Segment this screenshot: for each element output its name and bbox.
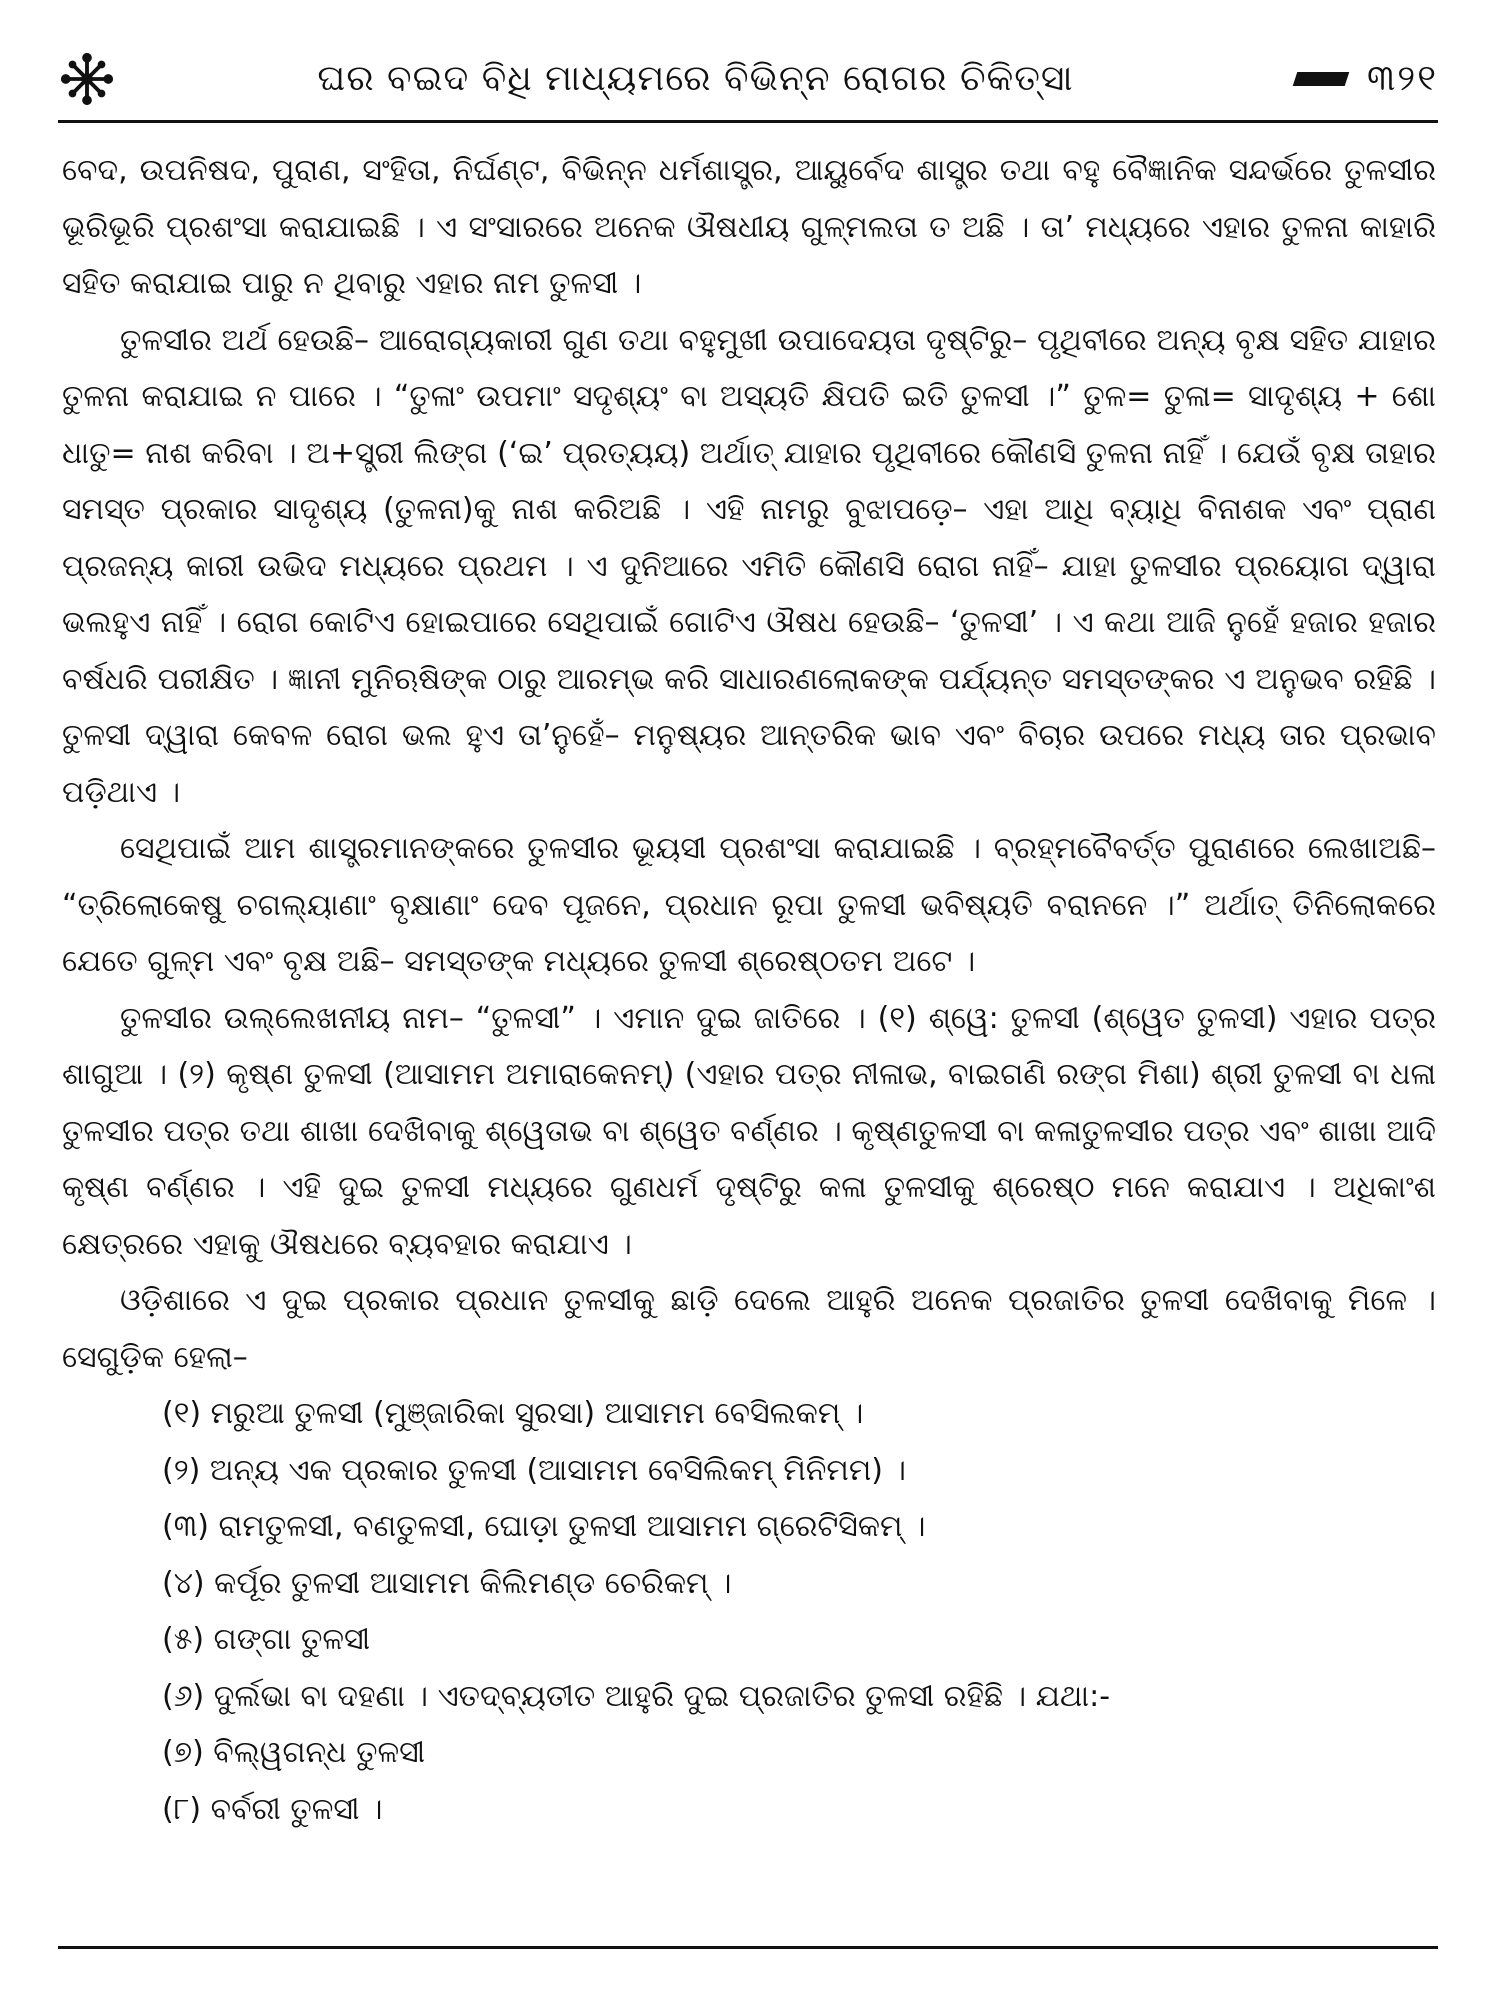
page-number-area xyxy=(1295,54,1438,104)
list-item: (୫) ଗଙ୍ଗା ତୁଳସୀ xyxy=(162,1622,371,1657)
body-text xyxy=(62,143,1436,1838)
footer-rule xyxy=(58,1946,1438,1949)
paragraph-1: ବେଦ, ଉପନିଷଦ, ପୁରାଣ, ସଂହିତା, ନିର୍ଘଣ୍ଟ, ବିଭିନ୍ନ ଧର୍ମଶାସ୍ତ୍ର, ଆୟୁର୍ବେଦ ଶାସ୍ତ୍ର ତଥା ବହୁ ବୈଜ୍ଞାନିକ ସନ୍ଦର୍ଭରେ ତୁଳସୀର ଭୂରିଭୂରି ପ୍ରଶଂସା କରାଯାଇଛି । ଏ ସଂସାରରେ ଅନେକ ଔଷଧୀୟ ଗୁଳ୍ମଲତା ତ ଅଛି । ତା’ ମଧ୍ୟରେ ଏହାର ତୁଳନା କାହାରି ସହିତ କରାଯାଇ ପାରୁ ନ ଥିବାରୁ ଏହାର ନାମ ତୁଳସୀ । xyxy=(62,153,1436,301)
tulsi-varieties-list xyxy=(62,1386,1436,1838)
list-item: (୨) ଅନ୍ୟ ଏକ ପ୍ରକାର ତୁଳସୀ (ଆସାମମ ବେସିଲିକମ୍ ମିନିମମ) । xyxy=(162,1452,907,1488)
paragraph-2: ତୁଳସୀର ଅର୍ଥ ହେଉଛି– ଆରୋଗ୍ୟକାରୀ ଗୁଣ ତଥା ବହୁମୁଖୀ ଉପାଦେୟତା ଦୃଷ୍ଟିରୁ– ପୃଥିବୀରେ ଅନ୍ୟ ବୃକ୍ଷ ସହିତ ଯାହାର ତୁଳନା କରାଯାଇ ନ ପାରେ । “ତୁଳାଂ ଉପମାଂ ସଦୃଶ୍ୟଂ ବା ଅସ୍ୟତି କ୍ଷିପତି ଇତି ତୁଳସୀ ।” ତୁଳ= ତୁଳା= ସାଦୃଶ୍ୟ + ଶୋ ଧାତୁ= ନାଶ କରିବା । ଅ+ସ୍ତ୍ରୀ ଲିଙ୍ଗ (‘ଇ’ ପ୍ରତ୍ୟୟ) ଅର୍ଥାତ୍ ଯାହାର ପୃଥିବୀରେ କୌଣସି ତୁଳନା ନାହିଁ । ଯେଉଁ ବୃକ୍ଷ ତାହାର ସମସ୍ତ ପ୍ରକାର ସାଦୃଶ୍ୟ (ତୁଳନା)କୁ ନାଶ କରିଅଛି । ଏହି ନାମରୁ ବୁଝାପଡ଼େ– ଏହା ଆଧି ବ୍ୟାଧି ବିନାଶକ ଏବଂ ପ୍ରାଣ ପ୍ରଜନ୍ୟ କାରୀ ଉଭିଦ ମଧ୍ୟରେ ପ୍ରଥମ । ଏ ଦୁନିଆରେ ଏମିତି କୌଣସି ରୋଗ ନାହିଁ– ଯାହା ତୁଳସୀର ପ୍ରୟୋଗ ଦ୍ୱାରା ଭଲହୁଏ ନାହିଁ । ରୋଗ କୋଟିଏ ହୋଇପାରେ ସେଥିପାଇଁ ଗୋଟିଏ ଔଷଧ ହେଉଛି– ‘ତୁଳସୀ’ । ଏ କଥା ଆଜି ନୁହେଁ ହଜାର ହଜାର ବର୍ଷଧରି ପରୀକ୍ଷିତ । ଜ୍ଞାନୀ ମୁନିଋଷିଙ୍କ ଠାରୁ ଆରମ୍ଭ କରି ସାଧାରଣଲୋକଙ୍କ ପର୍ଯ୍ୟନ୍ତ ସମସ୍ତଙ୍କର ଏ ଅନୁଭବ ରହିଛି । ତୁଳସୀ ଦ୍ୱାରା କେବଳ ରୋଗ ଭଲ ହୁଏ ତା’ନୁହେଁ– ମନୁଷ୍ୟର ଆନ୍ତରିକ ଭାବ ଏବଂ ବିଚାର ଉପରେ ମଧ୍ୟ ତାର ପ୍ରଭାବ ପଡ଼ିଥାଏ । xyxy=(62,322,1436,810)
list-item: (୮) ବର୍ବରୀ ତୁଳସୀ । xyxy=(162,1791,383,1827)
list-item: (୧) ମରୁଆ ତୁଳସୀ (ମୁଞ୍ଜାରିକା ସୁରସା) ଆସାମମ ବେସିଲକମ୍ । xyxy=(162,1396,864,1431)
page-number-bar-mark xyxy=(1293,72,1350,86)
list-item: (୪) କର୍ପୂର ତୁଳସୀ ଆସାମମ କିଲିମଣ୍ଡ ଚେରିକମ୍ । xyxy=(162,1565,732,1601)
paragraph-4: ତୁଳସୀର ଉଲ୍ଲେଖନୀୟ ନାମ– “ତୁଳସୀ” । ଏମାନ ଦୁଇ ଜାତିରେ । (୧) ଶ୍ୱେ: ତୁଳସୀ (ଶ୍ୱେତ ତୁଳସୀ) ଏହାର ପତ୍ର ଶାଗୁଆ । (୨) କୃଷ୍ଣ ତୁଳସୀ (ଆସାମମ ଅମାରାକେନମ୍) (ଏହାର ପତ୍ର ନୀଳାଭ, ବାଇଗଣି ରଙ୍ଗ ମିଶା) ଶ୍ରୀ ତୁଳସୀ ବା ଧଳା ତୁଳସୀର ପତ୍ର ତଥା ଶାଖା ଦେଖିବାକୁ ଶ୍ୱେତାଭ ବା ଶ୍ୱେତ ବର୍ଣ୍ଣର । କୃଷ୍ଣତୁଳସୀ ବା କଳାତୁଳସୀର ପତ୍ର ଏବଂ ଶାଖା ଆଦି କୃଷ୍ଣ ବର୍ଣ୍ଣର । ଏହି ଦୁଇ ତୁଳସୀ ମଧ୍ୟରେ ଗୁଣଧର୍ମ ଦୃଷ୍ଟିରୁ କଳା ତୁଳସୀକୁ ଶ୍ରେଷ୍ଠ ମନେ କରାଯାଏ । ଅଧିକାଂଶ କ୍ଷେତ୍ରରେ ଏହାକୁ ଔଷଧରେ ବ୍ୟବହାର କରାଯାଏ । xyxy=(62,1000,1436,1262)
list-item: (୩) ରାମତୁଳସୀ, ବଣତୁଳସୀ, ଘୋଡ଼ା ତୁଳସୀ ଆସାମମ ଗ୍ରେଟିସିକମ୍ । xyxy=(162,1509,926,1544)
tulsi-leaf-ornament-icon xyxy=(58,50,116,108)
list-item: (୭) ବିଲ୍ୱଗନ୍ଧ ତୁଳସୀ xyxy=(162,1735,426,1770)
running-title: ଘର ବଇଦ ବିଧି ମାଧ୍ୟମରେ ବିଭିନ୍ନ ରୋଗର ଚିକିତ୍ସା xyxy=(317,58,1074,99)
page-number: ୩୨୧ xyxy=(1367,58,1438,99)
list-item: (୬) ଦୁର୍ଲଭା ବା ଦହଣା । ଏତଦ୍‌ବ୍ୟତୀତ ଆହୁରି ଦୁଇ ପ୍ରଜାତିର ତୁଳସୀ ରହିଛି । ଯଥା:- xyxy=(162,1678,1111,1714)
paragraph-3: ସେଥିପାଇଁ ଆମ ଶାସ୍ତ୍ରମାନଙ୍କରେ ତୁଳସୀର ଭୂୟସୀ ପ୍ରଶଂସା କରାଯାଇଛି । ବ୍ରହ୍ମବୈବର୍ତ୍ତ ପୁରାଣରେ ଲେଖାଅଛି– “ତ୍ରିଲୋକେଷୁ ଚଗଲ୍ୟାଣାଂ ବୃକ୍ଷାଣାଂ ଦେବ ପୂଜନେ, ପ୍ରଧାନ ରୂପା ତୁଳସୀ ଭବିଷ୍ୟତି ବରାନନେ ।” ଅର୍ଥାତ୍ ତିନିଲୋକରେ ଯେତେ ଗୁଳ୍ମ ଏବଂ ବୃକ୍ଷ ଅଛି– ସମସ୍ତଙ୍କ ମଧ୍ୟରେ ତୁଳସୀ ଶ୍ରେଷ୍ଠତମ ଅଟେ । xyxy=(62,831,1436,979)
header-rule xyxy=(58,120,1438,123)
paragraph-5: ଓଡ଼ିଶାରେ ଏ ଦୁଇ ପ୍ରକାର ପ୍ରଧାନ ତୁଳସୀକୁ ଛାଡ଼ି ଦେଲେ ଆହୁରି ଅନେକ ପ୍ରଜାତିର ତୁଳସୀ ଦେଖିବାକୁ ମିଳେ । ସେଗୁଡ଼ିକ ହେଲା– xyxy=(62,1283,1436,1375)
page-header xyxy=(58,50,1438,122)
